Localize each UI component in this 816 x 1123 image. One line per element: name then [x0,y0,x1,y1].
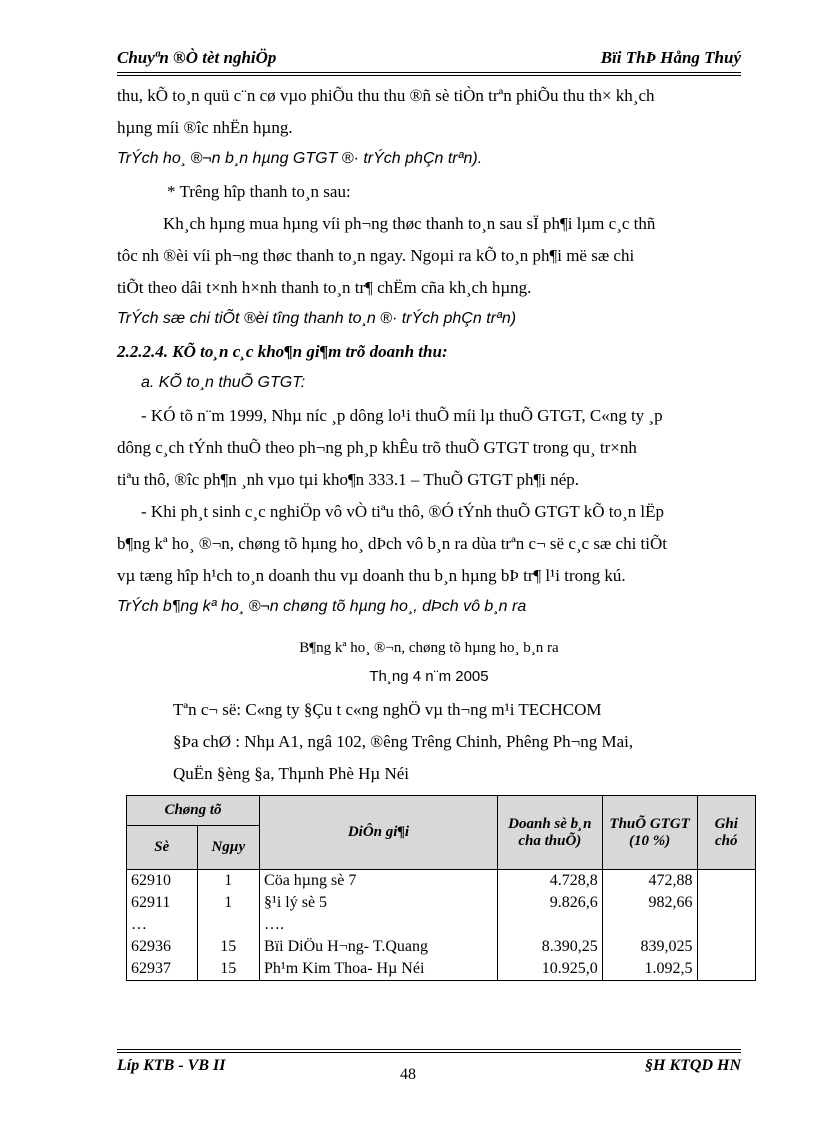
header-rule-2 [117,75,741,76]
cell-thue [602,914,697,936]
body-line: tiªu thô, ®îc ph¶n ¸nh vµo tµi kho¶n 333.1 – ThuÕ GTGT ph¶i nép. [117,470,579,489]
form-title: B¶ng kª ho¸ ®¬n, chøng tõ hµng ho¸ b¸n ra [299,640,559,656]
footer-left: Líp KTB - VB II [117,1057,226,1074]
footer-right: §H KTQD HN [645,1057,741,1074]
header-right: Bïi ThÞ Hång Thuý [600,48,741,67]
cell-thue: 982,66 [602,892,697,914]
cell-dien-giai: Bïi DiÖu H¬ng- T.Quang [260,936,498,958]
body-italic-line: TrÝch ho¸ ®¬n b¸n hµng GTGT ®· trÝch phÇn trªn). [117,150,483,167]
header-rule [117,72,741,73]
header-left: Chuyªn ®Ò tèt nghiÖp [117,48,277,67]
cell-ngay: 1 [197,870,259,893]
page-number: 48 [400,1066,416,1083]
col-group-chung-tu: Chøng tõ [127,796,260,826]
body-italic-line: TrÝch sæ chi tiÕt ®èi tîng thanh to¸n ®· trÝch phÇn trªn) [117,310,517,327]
body-line: hµng míi ®îc nhËn hµng. [117,118,293,137]
cell-thue: 839,025 [602,936,697,958]
form-month: Th¸ng 4 n¨m 2005 [369,668,489,685]
table-row [127,936,756,958]
form-unit: Tªn c¬ së: C«ng ty §Çu t c«ng nghÖ vµ th¬ng m¹i TECHCOM [173,700,602,719]
body-line: * Trêng hîp thanh to¸n sau: [167,182,351,201]
body-line: Kh¸ch hµng mua hµng víi ph¬ng thøc thanh to¸n sau sÏ ph¶i lµm c¸c thñ [163,214,656,233]
body-line: tiÕt theo dâi t×nh h×nh thanh to¸n tr¶ chËm cña kh¸ch hµng. [117,278,532,297]
cell-doanh-so: 9.826,6 [497,892,602,914]
subsection-heading: a. KÕ to¸n thuÕ GTGT: [141,374,306,391]
table-row [127,914,756,936]
cell-ngay: 15 [197,936,259,958]
cell-ghi-chu [697,936,756,958]
cell-doanh-so: 4.728,8 [497,870,602,893]
cell-so: 62910 [127,870,198,893]
body-italic-line: TrÝch b¶ng kª ho¸ ®¬n chøng tõ hµng ho¸, dÞch vô b¸n ra [117,598,527,615]
page-header [117,48,741,70]
cell-so: 62936 [127,936,198,958]
cell-ngay: 1 [197,892,259,914]
cell-so: … [127,914,198,936]
col-thue: ThuÕ GTGT (10 %) [602,796,697,870]
cell-so: 62937 [127,958,198,981]
cell-doanh-so: 8.390,25 [497,936,602,958]
body-line: thu, kÕ to¸n quü c¨n cø vµo phiÕu thu thu ®ñ sè tiÒn trªn phiÕu thu th× kh¸ch [117,86,655,105]
cell-ghi-chu [697,892,756,914]
form-address-2: QuËn §èng §a, Thµnh Phè Hµ Néi [173,764,409,783]
body-line: vµ tæng hîp h¹ch to¸n doanh thu vµ doanh thu b¸n hµng bÞ tr¶ l¹i trong kú. [117,566,626,585]
table-row [127,958,756,981]
footer-rule-2 [117,1052,741,1053]
cell-dien-giai: Cöa hµng sè 7 [260,870,498,893]
form-address: §Þa chØ : Nhµ A1, ngâ 102, ®êng Trêng Chinh, Phêng Ph¬ng Mai, [173,732,634,751]
col-dien-giai: DiÔn gi¶i [260,796,498,870]
section-heading: 2.2.2.4. KÕ to¸n c¸c kho¶n gi¶m trõ doanh thu: [117,342,448,361]
col-ngay: Ngµy [197,826,259,870]
table-row [127,892,756,914]
col-doanh-so: Doanh sè b¸n cha thuÕ) [497,796,602,870]
body-line: b¶ng kª ho¸ ®¬n, chøng tõ hµng ho¸ dÞch vô b¸n ra dùa trªn c¬ së c¸c sæ chi tiÕt [117,534,667,553]
cell-dien-giai: …. [260,914,498,936]
cell-thue: 1.092,5 [602,958,697,981]
cell-ghi-chu [697,914,756,936]
cell-so: 62911 [127,892,198,914]
cell-dien-giai: §¹i lý sè 5 [260,892,498,914]
cell-ngay: 15 [197,958,259,981]
col-ghi-chu: Ghi chó [697,796,756,870]
invoice-table [126,795,756,981]
footer-rule [117,1049,741,1050]
cell-ghi-chu [697,958,756,981]
body-line: - Khi ph¸t sinh c¸c nghiÖp vô vÒ tiªu thô, ®Ó tÝnh thuÕ GTGT kÕ to¸n lËp [141,502,664,521]
body-line: - KÓ tõ n¨m 1999, Nhµ níc ¸p dông lo¹i thuÕ míi lµ thuÕ GTGT, C«ng ty ¸p [141,406,663,425]
table-row [127,870,756,893]
cell-thue: 472,88 [602,870,697,893]
cell-doanh-so [497,914,602,936]
cell-dien-giai: Ph¹m Kim Thoa- Hµ Néi [260,958,498,981]
body-line: dông c¸ch tÝnh thuÕ theo ph¬ng ph¸p khÊu trõ thuÕ GTGT trong qu¸ tr×nh [117,438,637,457]
cell-doanh-so: 10.925,0 [497,958,602,981]
body-line: tôc nh ®èi víi ph¬ng thøc thanh to¸n ngay. Ngoµi ra kÕ to¸n ph¶i më sæ chi [117,246,635,265]
cell-ghi-chu [697,870,756,893]
cell-ngay [197,914,259,936]
col-so: Sè [127,826,198,870]
